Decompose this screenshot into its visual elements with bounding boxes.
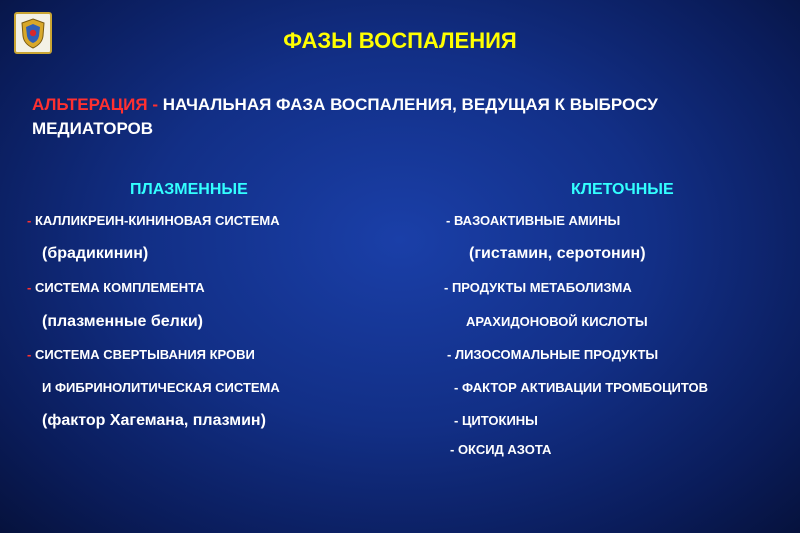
list-dash: -: [27, 280, 32, 295]
cellular-item-lysosomal: - ЛИЗОСОМАЛЬНЫЕ ПРОДУКТЫ: [447, 347, 659, 362]
plasma-item-complement: - СИСТЕМА КОМПЛЕМЕНТА: [27, 280, 205, 295]
plasma-item-proteins: (плазменные белки): [42, 313, 203, 330]
cellular-heading: КЛЕТОЧНЫЕ: [571, 181, 674, 198]
list-dash: -: [27, 213, 32, 228]
plasma-item-fibrinolytic: И ФИБРИНОЛИТИЧЕСКАЯ СИСТЕМА: [42, 380, 280, 395]
cellular-item-arachidonic: АРАХИДОНОВОЙ КИСЛОТЫ: [466, 314, 648, 329]
plasma-item-bradykinin: (брадикинин): [42, 245, 149, 262]
cellular-item-metabolism: - ПРОДУКТЫ МЕТАБОЛИЗМА: [444, 280, 632, 295]
plasma-item-coagulation: - СИСТЕМА СВЕРТЫВАНИЯ КРОВИ: [27, 347, 255, 362]
cellular-item-cytokines: - ЦИТОКИНЫ: [454, 413, 538, 428]
intro-definition: [32, 93, 722, 141]
list-dash: -: [27, 347, 32, 362]
plasma-heading: ПЛАЗМЕННЫЕ: [130, 181, 248, 198]
intro-text: НАЧАЛЬНАЯ ФАЗА ВОСПАЛЕНИЯ, ВЕДУЩАЯ К ВЫБРОСУ МЕДИАТОРОВ: [32, 95, 658, 138]
intro-term: АЛЬТЕРАЦИЯ -: [32, 95, 158, 114]
cellular-item-nitric-oxide: - ОКСИД АЗОТА: [450, 442, 552, 457]
slide-title: ФАЗЫ ВОСПАЛЕНИЯ: [283, 28, 517, 53]
cellular-item-histamine: (гистамин, серотонин): [469, 245, 646, 262]
cellular-item-paf: - ФАКТОР АКТИВАЦИИ ТРОМБОЦИТОВ: [454, 380, 709, 395]
cellular-item-amines: - ВАЗОАКТИВНЫЕ АМИНЫ: [446, 213, 621, 228]
plasma-item-kallikrein: - КАЛЛИКРЕИН-КИНИНОВАЯ СИСТЕМА: [27, 213, 280, 228]
plasma-item-hageman: (фактор Хагемана, плазмин): [42, 412, 266, 429]
